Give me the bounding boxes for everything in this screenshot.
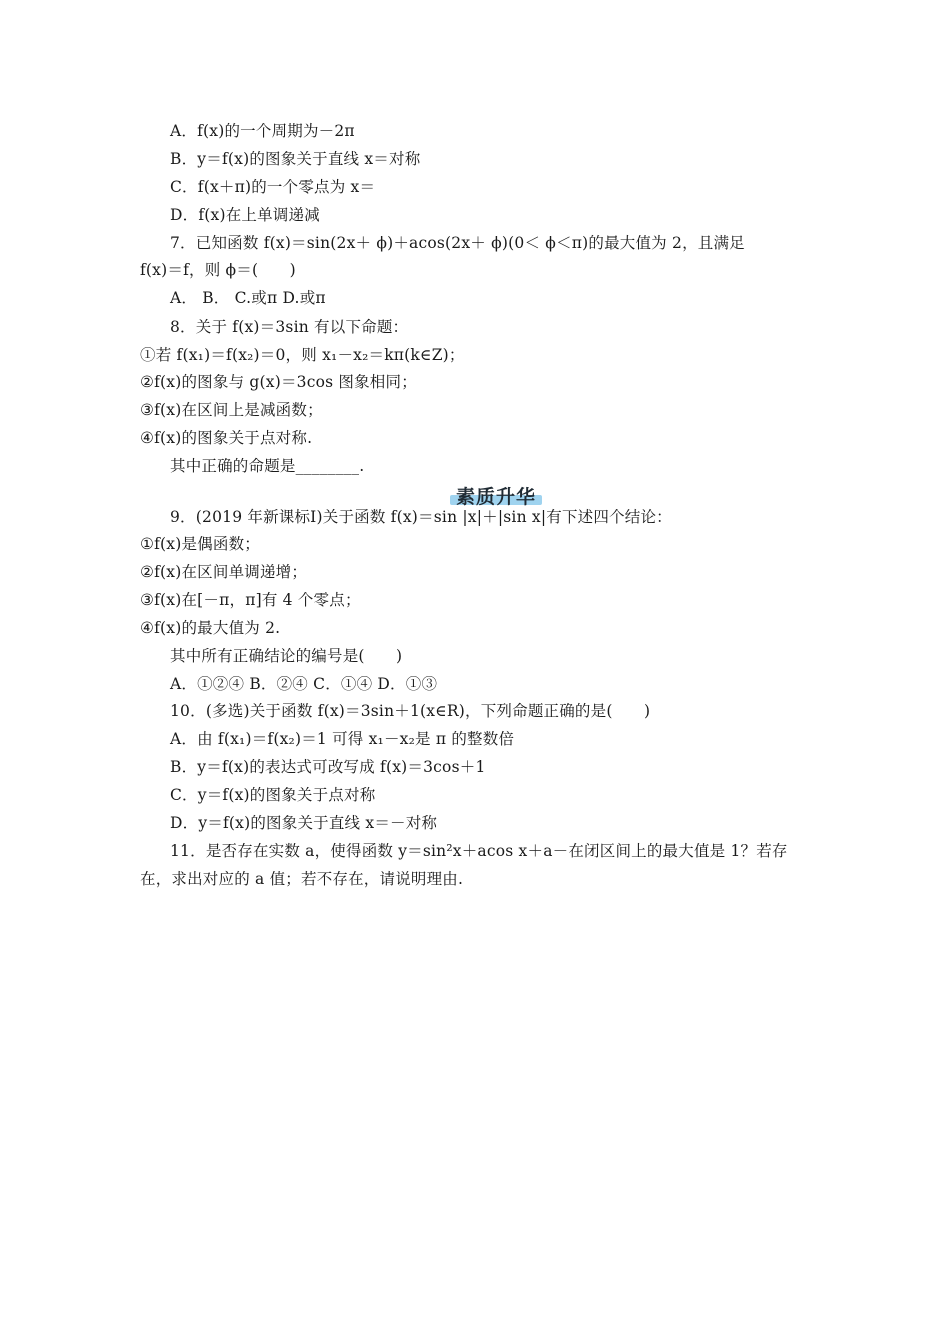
q9-item-4: ④f(x)的最大值为 2. (140, 619, 281, 637)
q9-options: A．①②④ B．②④ C．①④ D．①③ (170, 675, 438, 693)
q10-option-b: B．y＝f(x)的表达式可改写成 f(x)＝3cos＋1 (170, 758, 486, 776)
q6-option-a: A．f(x)的一个周期为－2π (170, 122, 355, 140)
q10-option-c: C．y＝f(x)的图象关于点对称 (170, 786, 376, 804)
q10-stem: 10．(多选)关于函数 f(x)＝3sin＋1(x∈R)，下列命题正确的是( ) (170, 702, 651, 720)
q9-item-1: ①f(x)是偶函数； (140, 535, 260, 553)
q10-option-a: A．由 f(x₁)＝f(x₂)＝1 可得 x₁－x₂是 π 的整数倍 (170, 730, 515, 748)
q7-stem: 7．已知函数 f(x)＝sin(2x＋ ϕ)＋acos(2x＋ ϕ)(0＜ ϕ＜π)的最大值为 2，且满足 (170, 234, 745, 252)
q6-option-c: C．f(x＋π)的一个零点为 x＝ (170, 178, 376, 196)
q8-item-1: ①若 f(x₁)＝f(x₂)＝0，则 x₁－x₂＝kπ(k∈Z)； (140, 346, 465, 364)
q8-item-2: ②f(x)的图象与 g(x)＝3cos 图象相同； (140, 373, 417, 391)
q9-item-2: ②f(x)在区间单调递增； (140, 563, 308, 581)
q11-stem-cont: 在，求出对应的 a 值；若不存在，请说明理由. (140, 870, 464, 888)
section-banner (444, 481, 548, 509)
q9-item-3: ③f(x)在[－π，π]有 4 个零点； (140, 591, 361, 609)
q9-question: 其中所有正确结论的编号是( ) (170, 647, 403, 665)
q8-item-3: ③f(x)在区间上是减函数； (140, 401, 323, 419)
q8-item-4: ④f(x)的图象关于点对称. (140, 429, 313, 447)
q9-stem: 9．(2019 年新课标Ⅰ)关于函数 f(x)＝sin |x|＋|sin x|有下述四个结论： (170, 508, 672, 526)
q8-stem: 8．关于 f(x)＝3sin 有以下命题： (170, 318, 409, 336)
q10-option-d: D．y＝f(x)的图象关于直线 x＝－对称 (170, 814, 438, 832)
q7-stem-cont: f(x)＝f，则 ϕ＝( ) (140, 261, 296, 279)
q11-stem: 11．是否存在实数 a，使得函数 y＝sin²x＋acos x＋a－在闭区间上的最大值是 1？若存 (170, 842, 788, 860)
q6-option-d: D．f(x)在上单调递减 (170, 206, 320, 224)
q6-option-b: B．y＝f(x)的图象关于直线 x＝对称 (170, 150, 421, 168)
q7-options: A． B． C.或π D.或π (170, 289, 326, 307)
q8-answer-blank: 其中正确的命题是________. (170, 457, 365, 475)
banner-title: 素质升华 (455, 485, 536, 508)
